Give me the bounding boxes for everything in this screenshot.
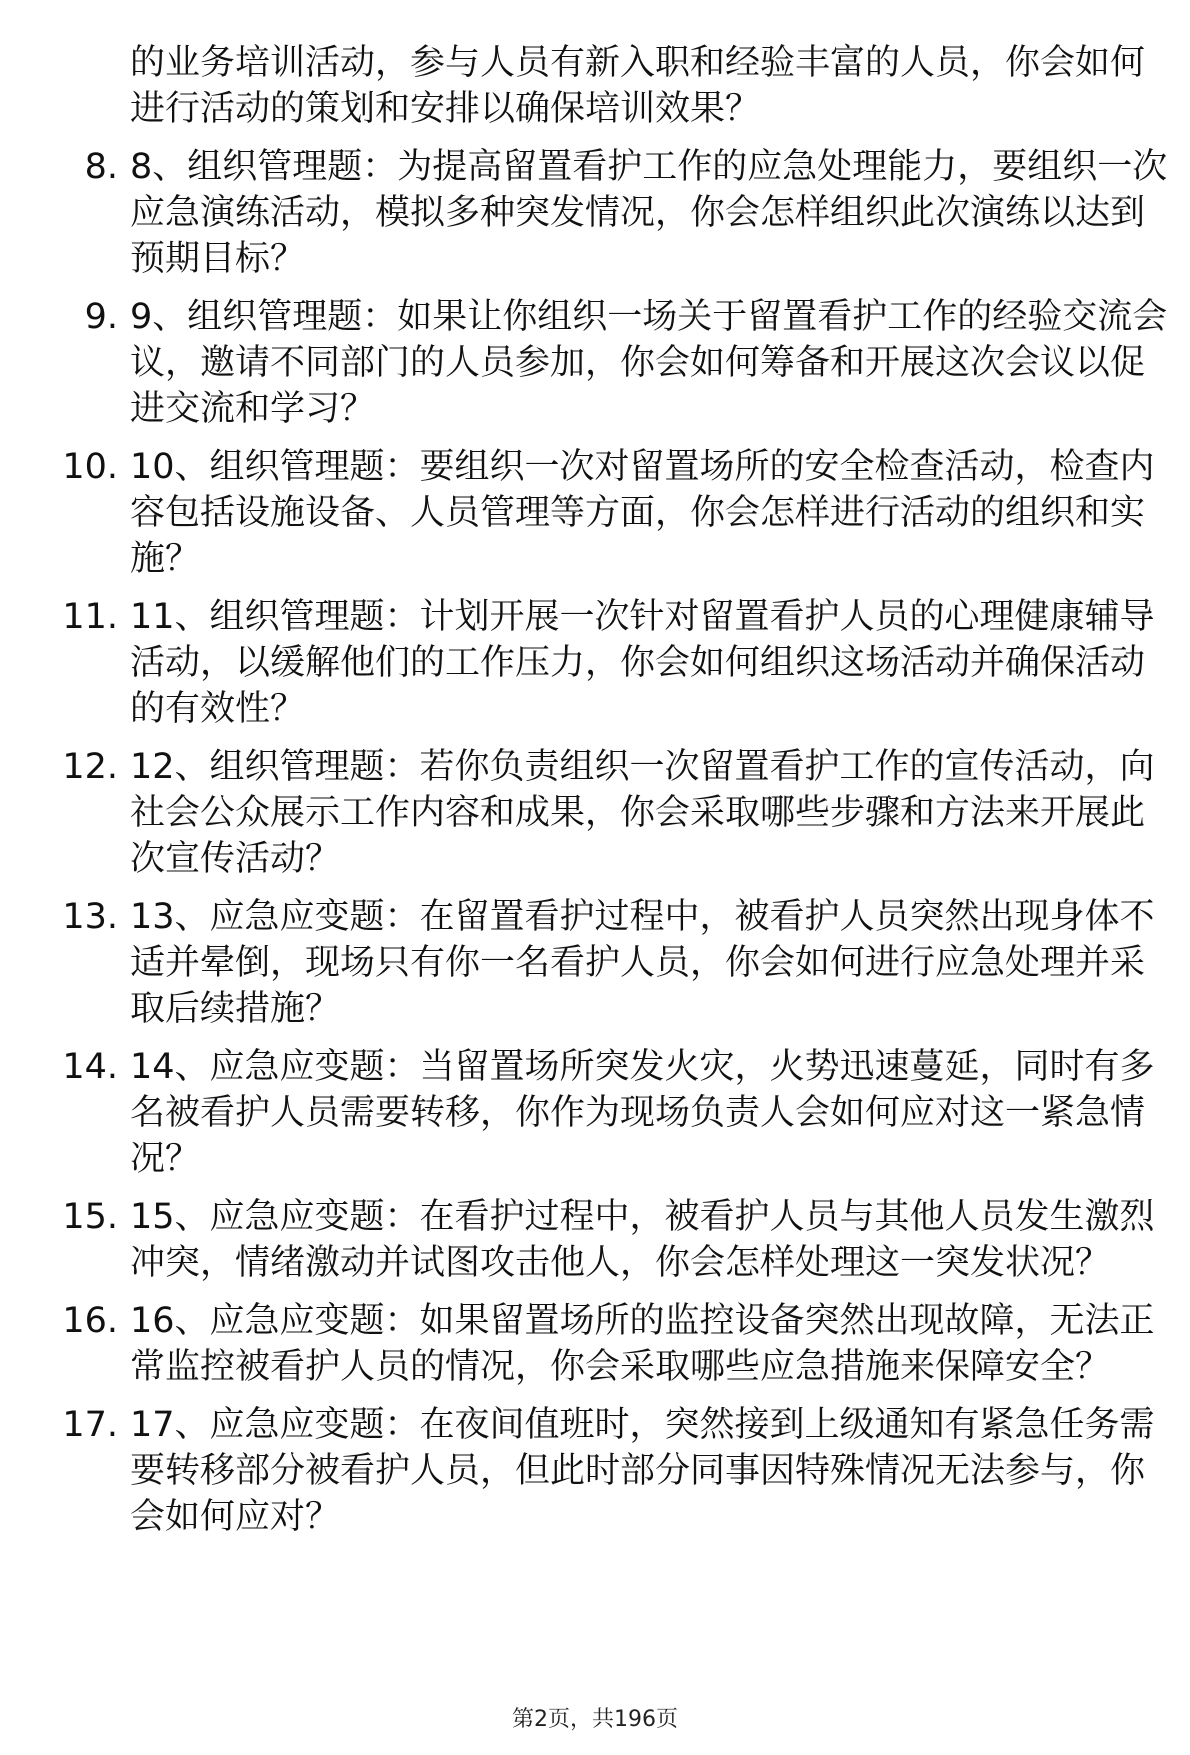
list-item-text: 17、应急应变题：在夜间值班时，突然接到上级通知有紧急任务需要转移部分被看护人员，但此时部分同事因特殊情况无法参与，你会如何应对？ [130,1405,1155,1537]
list-item-number: 14. [62,1047,118,1087]
list-item-text: 11、组织管理题：计划开展一次针对留置看护人员的心理健康辅导活动，以缓解他们的工作压力，你会如何组织这场活动并确保活动的有效性？ [130,597,1155,729]
list-item-number: 9. [84,297,118,337]
list-item-text: 14、应急应变题：当留置场所突发火灾，火势迅速蔓延，同时有多名被看护人员需要转移，你作为现场负责人会如何应对这一紧急情况？ [130,1047,1155,1179]
list-item-number: 10. [62,447,118,487]
list-item-number: 15. [62,1197,118,1237]
list-item-text: 10、组织管理题：要组织一次对留置场所的安全检查活动，检查内容包括设施设备、人员管理等方面，你会怎样进行活动的组织和实施？ [130,447,1155,579]
continued-paragraph: 的业务培训活动，参与人员有新入职和经验丰富的人员，你会如何进行活动的策划和安排以确保培训效果？ [130,43,1146,129]
list-item-text: 15、应急应变题：在看护过程中，被看护人员与其他人员发生激烈冲突，情绪激动并试图攻击他人，你会怎样处理这一突发状况？ [130,1197,1155,1283]
list-item-text: 16、应急应变题：如果留置场所的监控设备突然出现故障，无法正常监控被看护人员的情况，你会采取哪些应急措施来保障安全？ [130,1301,1155,1387]
list-item [60,1044,1170,1182]
list-item-number: 12. [62,747,118,787]
question-list [60,144,1170,1540]
list-item-text: 8、组织管理题：为提高留置看护工作的应急处理能力，要组织一次应急演练活动，模拟多种突发情况，你会怎样组织此次演练以达到预期目标？ [130,147,1168,279]
list-item [60,144,1170,282]
list-item [60,744,1170,882]
list-item [60,294,1170,432]
list-item-number: 16. [62,1301,118,1341]
list-item-number: 8. [84,147,118,187]
list-item-text: 12、组织管理题：若你负责组织一次留置看护工作的宣传活动，向社会公众展示工作内容和成果，你会采取哪些步骤和方法来开展此次宣传活动？ [130,747,1155,879]
list-item [60,894,1170,1032]
list-item [60,1298,1170,1390]
page-footer: 第2页，共196页 [512,1707,678,1732]
list-item-number: 11. [62,597,118,637]
page-content [60,40,1170,1540]
list-item-text: 9、组织管理题：如果让你组织一场关于留置看护工作的经验交流会议，邀请不同部门的人员参加，你会如何筹备和开展这次会议以促进交流和学习？ [130,297,1168,429]
list-item [60,1402,1170,1540]
list-item-number: 17. [62,1405,118,1445]
list-item-number: 13. [62,897,118,937]
list-item [60,594,1170,732]
list-item [60,1194,1170,1286]
list-item-text: 13、应急应变题：在留置看护过程中，被看护人员突然出现身体不适并晕倒，现场只有你一名看护人员，你会如何进行应急处理并采取后续措施？ [130,897,1155,1029]
list-item [60,444,1170,582]
